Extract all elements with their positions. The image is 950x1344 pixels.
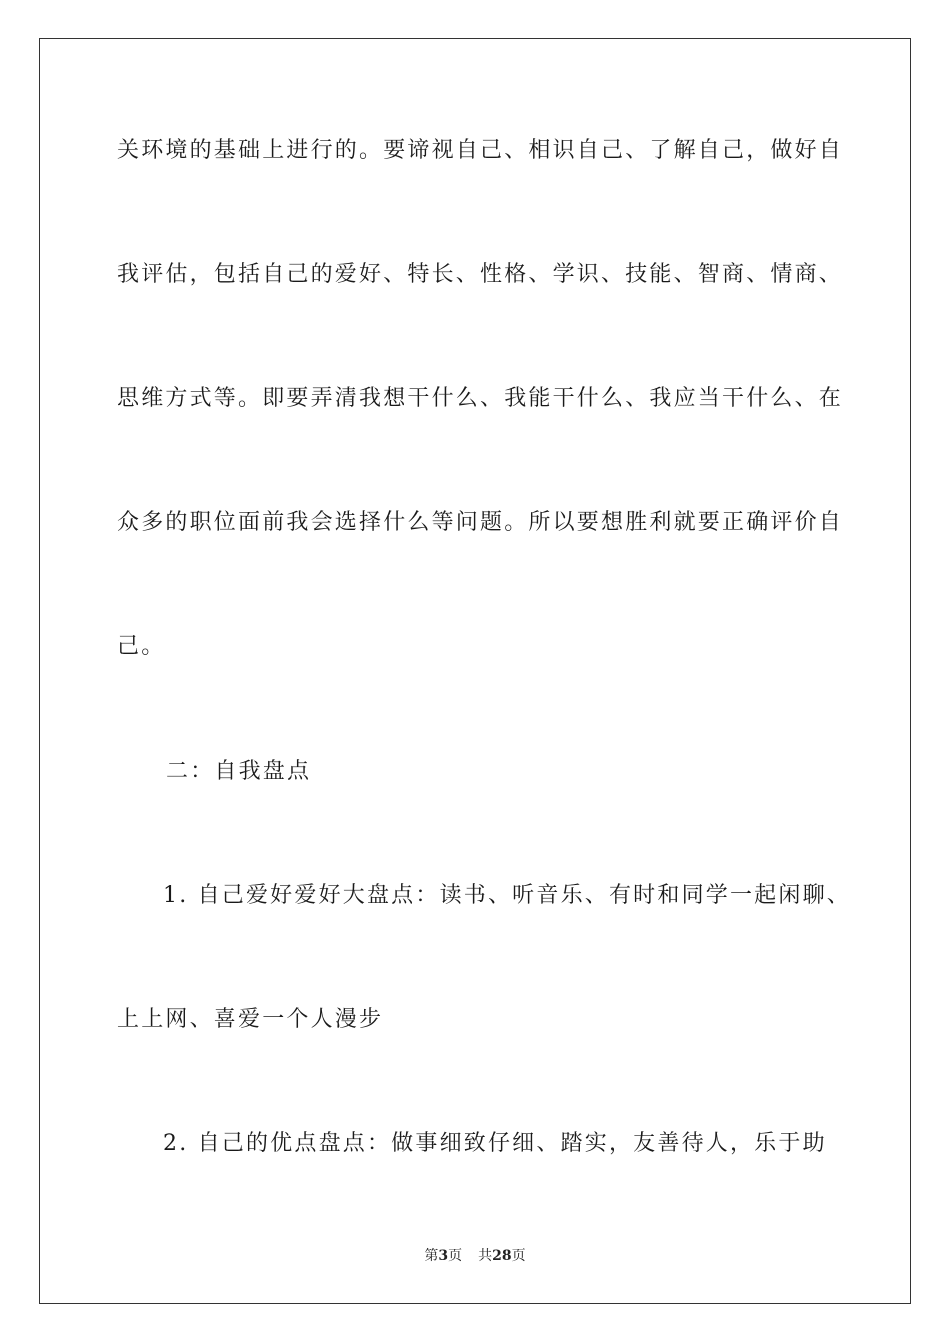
body-line-4: 众多的职位面前我会选择什么等问题。所以要想胜利就要正确评价自 (117, 510, 844, 535)
footer-total-suffix: 页 (511, 1248, 526, 1264)
page-footer (0, 1246, 950, 1266)
footer-total-number: 28 (492, 1248, 512, 1264)
page-border (39, 38, 911, 1304)
section-heading: 二：自我盘点 (166, 759, 312, 784)
footer-page-suffix: 页 (448, 1248, 463, 1264)
list-item-2-line-1: 2. 自己的优点盘点：做事细致仔细、踏实，友善待人，乐于助 (163, 1131, 827, 1156)
footer-total-prefix: 共 (478, 1248, 493, 1264)
list-item-1-line-1: 1. 自己爱好爱好大盘点：读书、听音乐、有时和同学一起闲聊、 (163, 883, 851, 908)
body-line-3: 思维方式等。即要弄清我想干什么、我能干什么、我应当干什么、在 (117, 386, 844, 411)
footer-page-prefix: 第 (424, 1248, 439, 1264)
body-line-5: 己。 (117, 634, 166, 659)
footer-page-number: 3 (438, 1248, 449, 1264)
list-item-1-line-2: 上上网、喜爱一个人漫步 (117, 1007, 384, 1032)
body-line-2: 我评估，包括自己的爱好、特长、性格、学识、技能、智商、情商、 (117, 262, 844, 287)
body-line-1: 关环境的基础上进行的。要谛视自己、相识自己、了解自己，做好自 (117, 138, 844, 163)
